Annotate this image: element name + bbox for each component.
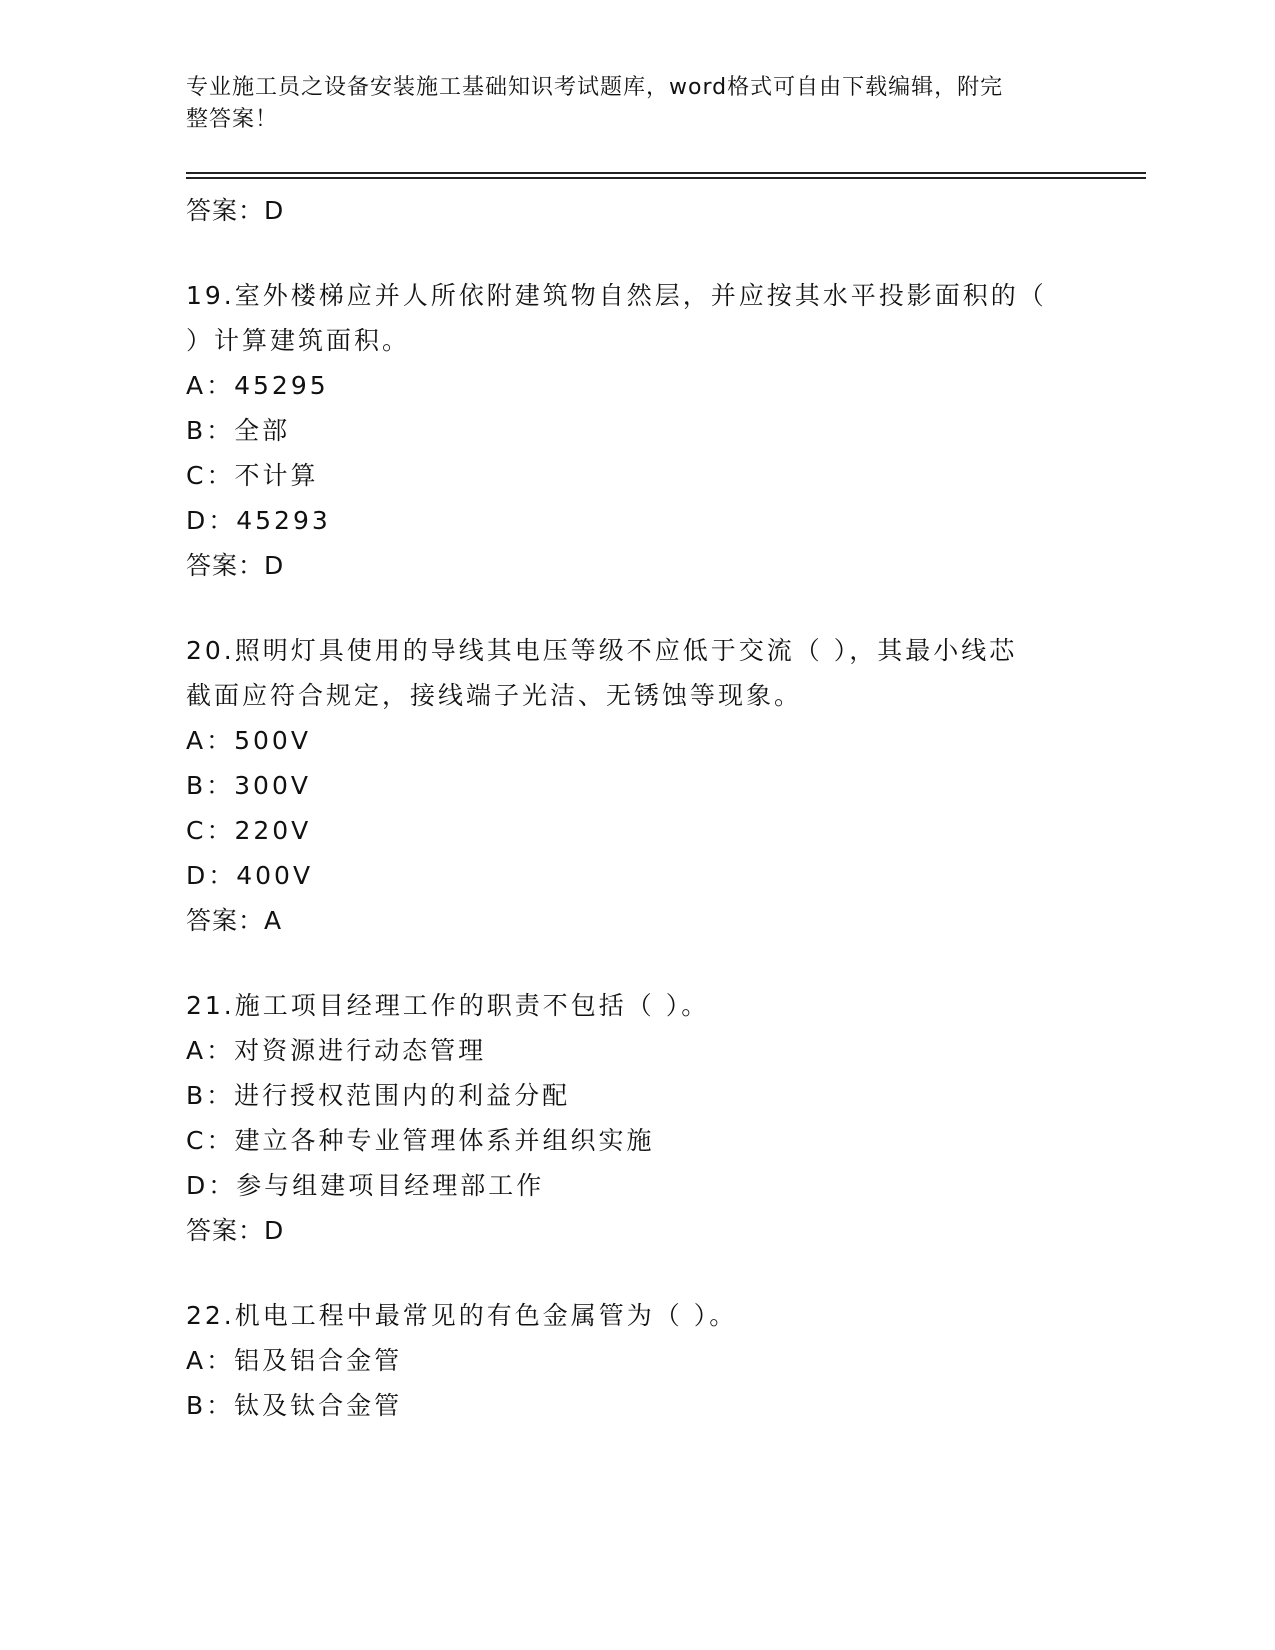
answer: 答案：A	[186, 906, 283, 935]
header-title-line-2: 整答案！	[186, 107, 279, 132]
header-rule-top	[186, 172, 1146, 174]
option-b: B：进行授权范围内的利益分配	[186, 1081, 571, 1110]
option-b: B：钛及钛合金管	[186, 1391, 403, 1420]
question-19	[186, 273, 1086, 588]
option-b: B：全部	[186, 416, 291, 445]
answer-prev: 答案：D	[186, 196, 285, 225]
question-stem-line: 21.施工项目经理工作的职责不包括（ ）。	[186, 991, 710, 1020]
option-d: D：参与组建项目经理部工作	[186, 1171, 545, 1200]
question-20	[186, 628, 1086, 943]
option-c: C：建立各种专业管理体系并组织实施	[186, 1126, 655, 1155]
question-21	[186, 983, 1086, 1253]
header-title-line-1: 专业施工员之设备安装施工基础知识考试题库，word格式可自由下载编辑，附完	[186, 75, 1004, 100]
option-c: C：不计算	[186, 461, 319, 490]
document-body	[186, 188, 1086, 1428]
option-a: A：铝及铝合金管	[186, 1346, 403, 1375]
question-stem-line: 19.室外楼梯应并人所依附建筑物自然层，并应按其水平投影面积的（	[186, 281, 1047, 310]
question-stem-line: 20.照明灯具使用的导线其电压等级不应低于交流（ ），其最小线芯	[186, 636, 1018, 665]
option-a: A：500V	[186, 726, 311, 755]
option-a: A：对资源进行动态管理	[186, 1036, 487, 1065]
option-b: B：300V	[186, 771, 311, 800]
answer: 答案：D	[186, 551, 285, 580]
option-c: C：220V	[186, 816, 312, 845]
option-d: D：400V	[186, 861, 314, 890]
question-stem-line: 截面应符合规定，接线端子光洁、无锈蚀等现象。	[186, 681, 803, 710]
document-header	[186, 72, 1066, 136]
option-a: A：45295	[186, 371, 329, 400]
question-22	[186, 1293, 1086, 1428]
option-d: D：45293	[186, 506, 331, 535]
question-stem-line: ）计算建筑面积。	[186, 326, 411, 355]
answer: 答案：D	[186, 1216, 285, 1245]
header-rule-bottom	[186, 177, 1146, 179]
question-stem-line: 22.机电工程中最常见的有色金属管为（ ）。	[186, 1301, 738, 1330]
